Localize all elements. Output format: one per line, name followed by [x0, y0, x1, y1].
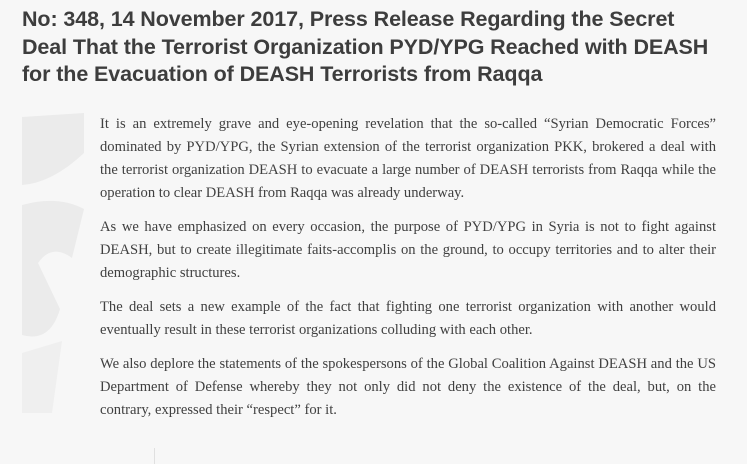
paragraph-1: It is an extremely grave and eye-opening revelation that the so-called “Syrian Democratic Forces” dominated by PYD/YPG, the Syrian extension of the terrorist organization PKK, brokered a deal with the terrorist organization DEASH to evacuate a large number of DEASH terrorists from Raqqa while the operation to clear DEASH from Raqqa was already underway.: [100, 116, 716, 201]
info-icon-dot: [22, 113, 84, 185]
page-title: No: 348, 14 November 2017, Press Release Regarding the Secret Deal That the Terrorist Organization PYD/YPG Reached with DEASH for the Evacuation of DEASH Terrorists from Raqqa: [22, 7, 709, 86]
paragraph-4: We also deplore the statements of the spokespersons of the Global Coalition Against DEASH and the US Department of Defense whereby they not only did not deny the existence of the deal, but, on the contrary, expressed their “respect” for it.: [100, 356, 716, 418]
paragraph-2: As we have emphasized on every occasion, the purpose of PYD/YPG in Syria is not to fight against DEASH, but to create illegitimate faits-accomplis on the ground, to occupy territories and to alter their demographic structures.: [100, 219, 716, 281]
info-icon-tail: [22, 341, 62, 413]
article-body: [100, 113, 716, 433]
info-icon-stem: [22, 201, 84, 337]
divider: [154, 448, 155, 464]
paragraph-3: The deal sets a new example of the fact that fighting one terrorist organization with another would eventually result in these terrorist organizations colluding with each other.: [100, 299, 716, 338]
info-icon: [22, 113, 102, 413]
